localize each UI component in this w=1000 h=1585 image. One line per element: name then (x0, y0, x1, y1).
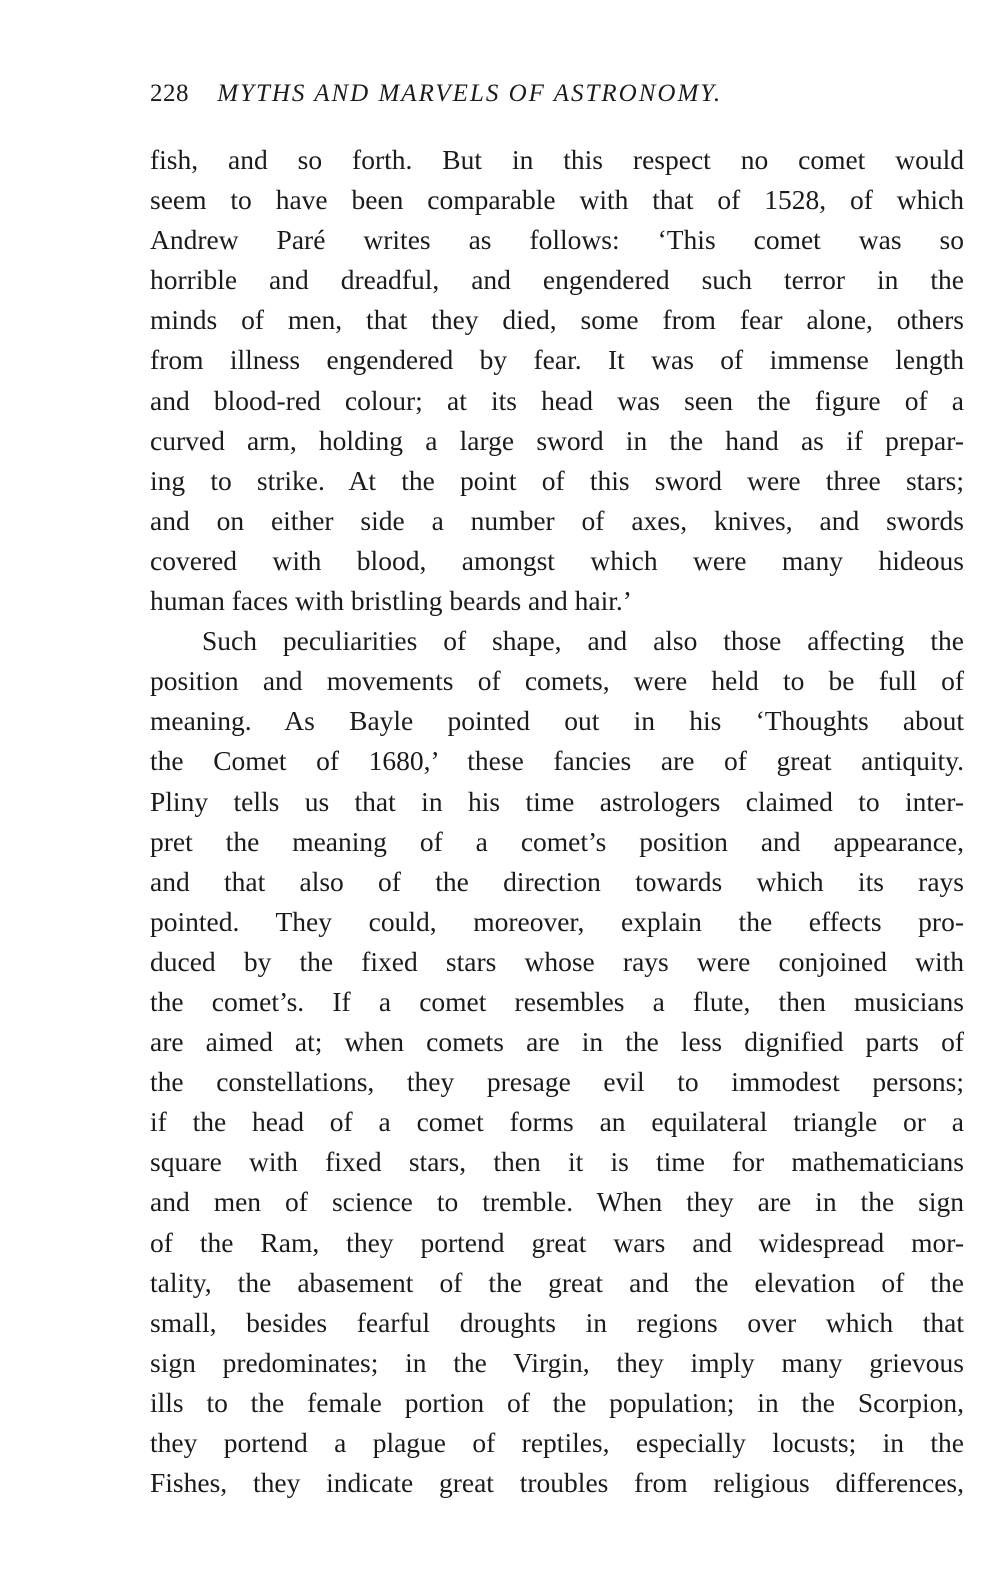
text-line: from illness engendered by fear. It was of immense length (150, 344, 964, 376)
text-line: pointed. They could, moreover, explain the effects pro- (150, 905, 964, 937)
text-line: fish, and so forth. But in this respect no comet would (150, 144, 964, 175)
text-line: and blood-red colour; at its head was seen the figure of a (150, 384, 964, 416)
text-line: and that also of the direction towards which its rays (150, 865, 964, 897)
running-title: MYTHS AND MARVELS OF ASTRONOMY. (217, 80, 723, 107)
text-line: Andrew Paré writes as follows: ‘This comet was so (150, 224, 964, 256)
body-text (150, 140, 964, 1503)
text-line: curved arm, holding a large sword in the hand as if prepar- (150, 424, 964, 456)
text-line: Pliny tells us that in his time astrologers claimed to inter- (150, 785, 964, 817)
text-line: pret the meaning of a comet’s position and appearance, (150, 825, 964, 857)
running-head (150, 76, 870, 112)
text-line: if the head of a comet forms an equilateral triangle or a (150, 1106, 964, 1138)
text-line: the comet’s. If a comet resembles a flute, then musicians (150, 985, 964, 1017)
text-line: and men of science to tremble. When they are in the sign (150, 1186, 964, 1218)
text-line: ills to the female portion of the population; in the Scorpion, (150, 1386, 964, 1418)
text-line: the constellations, they presage evil to immodest persons; (150, 1066, 964, 1098)
text-line: seem to have been comparable with that of 1528, of which (150, 184, 964, 216)
text-line: horrible and dreadful, and engendered such terror in the (150, 264, 964, 296)
text-line: covered with blood, amongst which were many hideous (150, 544, 964, 576)
text-line: Fishes, they indicate great troubles from religious differences, (150, 1467, 964, 1499)
text-line: square with fixed stars, then it is time for mathematicians (150, 1146, 964, 1178)
text-line: of the Ram, they portend great wars and widespread mor- (150, 1226, 964, 1258)
text-line: they portend a plague of reptiles, especially locusts; in the (150, 1427, 964, 1458)
text-line: small, besides fearful droughts in regions over which that (150, 1306, 964, 1338)
paragraph-start-line: Such peculiarities of shape, and also those affecting the (202, 625, 964, 657)
text-line: position and movements of comets, were held to be full of (150, 665, 964, 697)
page-number: 228 (150, 80, 189, 107)
text-line: and on either side a number of axes, knives, and swords (150, 504, 964, 536)
text-line: ing to strike. At the point of this sword were three stars; (150, 464, 964, 496)
text-line: sign predominates; in the Virgin, they imply many grievous (150, 1346, 964, 1378)
text-line: tality, the abasement of the great and the elevation of the (150, 1266, 964, 1298)
text-line: are aimed at; when comets are in the less dignified parts of (150, 1026, 964, 1058)
text-line: the Comet of 1680,’ these fancies are of great antiquity. (150, 745, 964, 777)
paragraph-end-line: human faces with bristling beards and hair.’ (150, 585, 632, 617)
text-line: minds of men, that they died, some from fear alone, others (150, 304, 964, 336)
text-line: meaning. As Bayle pointed out in his ‘Thoughts about (150, 705, 964, 737)
text-line: duced by the fixed stars whose rays were conjoined with (150, 945, 964, 977)
